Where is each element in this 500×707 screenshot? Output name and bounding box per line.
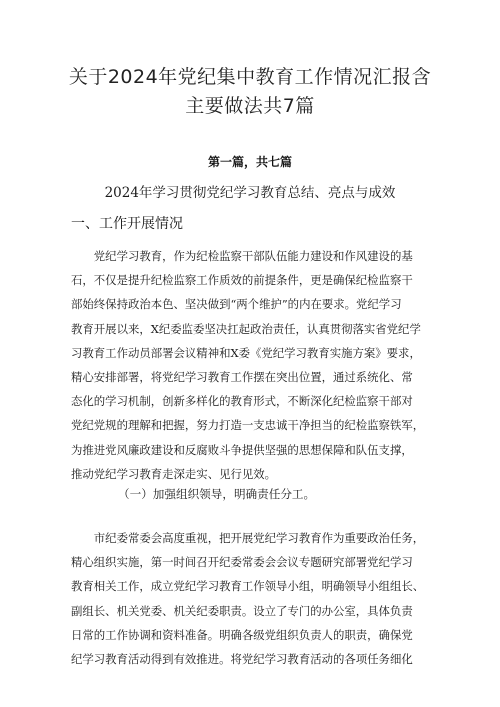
subsection-heading-organization: （一）加强组织领导，明确责任分工。 — [118, 487, 316, 501]
document-title-line1: 关于2024年党纪集中教育工作情况汇报含 — [68, 66, 432, 88]
paragraph-1 — [71, 244, 431, 486]
paragraph-2 — [71, 526, 431, 671]
section-heading-work-progress: 一、工作开展情况 — [71, 216, 183, 232]
paragraph-1-line: 教育开展以来，X纪委监委坚决扛起政治责任，认真贯彻落实省党纪学 — [71, 321, 421, 336]
paragraph-2-line: 纪学习教育活动得到有效推进。将党纪学习教育活动的各项任务细化 — [71, 652, 413, 667]
paragraph-1-line: 部始终保持政治本色、坚决做到“两个维护”的内在要求。党纪学习 — [71, 297, 402, 312]
paragraph-1-line: 党纪党规的理解和把握，努力打造一支忠诚干净担当的纪检监察铁军， — [71, 418, 425, 433]
paragraph-1-line: 习教育工作动员部署会议精神和X委《党纪学习教育实施方案》要求， — [71, 345, 421, 360]
part-label: 第一篇，共七篇 — [207, 155, 292, 169]
paragraph-1-line: 党纪学习教育，作为纪检监察干部队伍能力建设和作风建设的基 — [71, 249, 413, 263]
paragraph-1-line: 态化的学习机制，创新多样化的教育形式，不断深化纪检监察干部对 — [71, 394, 413, 409]
paragraph-1-line: 石，不仅是提升纪检监察工作质效的前提条件，更是确保纪检监察干 — [71, 273, 413, 288]
article-subtitle: 2024年学习贯彻党纪学习教育总结、亮点与成效 — [104, 185, 396, 201]
paragraph-2-line: 副组长、机关党委、机关纪委职责。设立了专门的办公室，具体负责 — [71, 603, 413, 618]
paragraph-1-line: 为推进党风廉政建设和反腐败斗争提供坚强的思想保障和队伍支撑， — [71, 442, 413, 457]
paragraph-2-line: 市纪委常委会高度重视，把开展党纪学习教育作为重要政治任务， — [71, 531, 425, 545]
paragraph-1-line: 精心安排部署，将党纪学习教育工作摆在突出位置，通过系统化、常 — [71, 370, 413, 385]
paragraph-2-line: 日常的工作协调和资料准备。明确各级党组织负责人的职责，确保党 — [71, 627, 413, 642]
paragraph-1-line: 推动党纪学习教育走深走实、见行见效。 — [71, 466, 277, 481]
document-title-line2: 主要做法共7篇 — [185, 95, 315, 117]
paragraph-2-line: 精心组织实施，第一时间召开纪委常委会会议专题研究部署党纪学习 — [71, 555, 413, 570]
paragraph-2-line: 教育相关工作，成立党纪学习教育工作领导小组，明确领导小组组长、 — [71, 579, 425, 594]
